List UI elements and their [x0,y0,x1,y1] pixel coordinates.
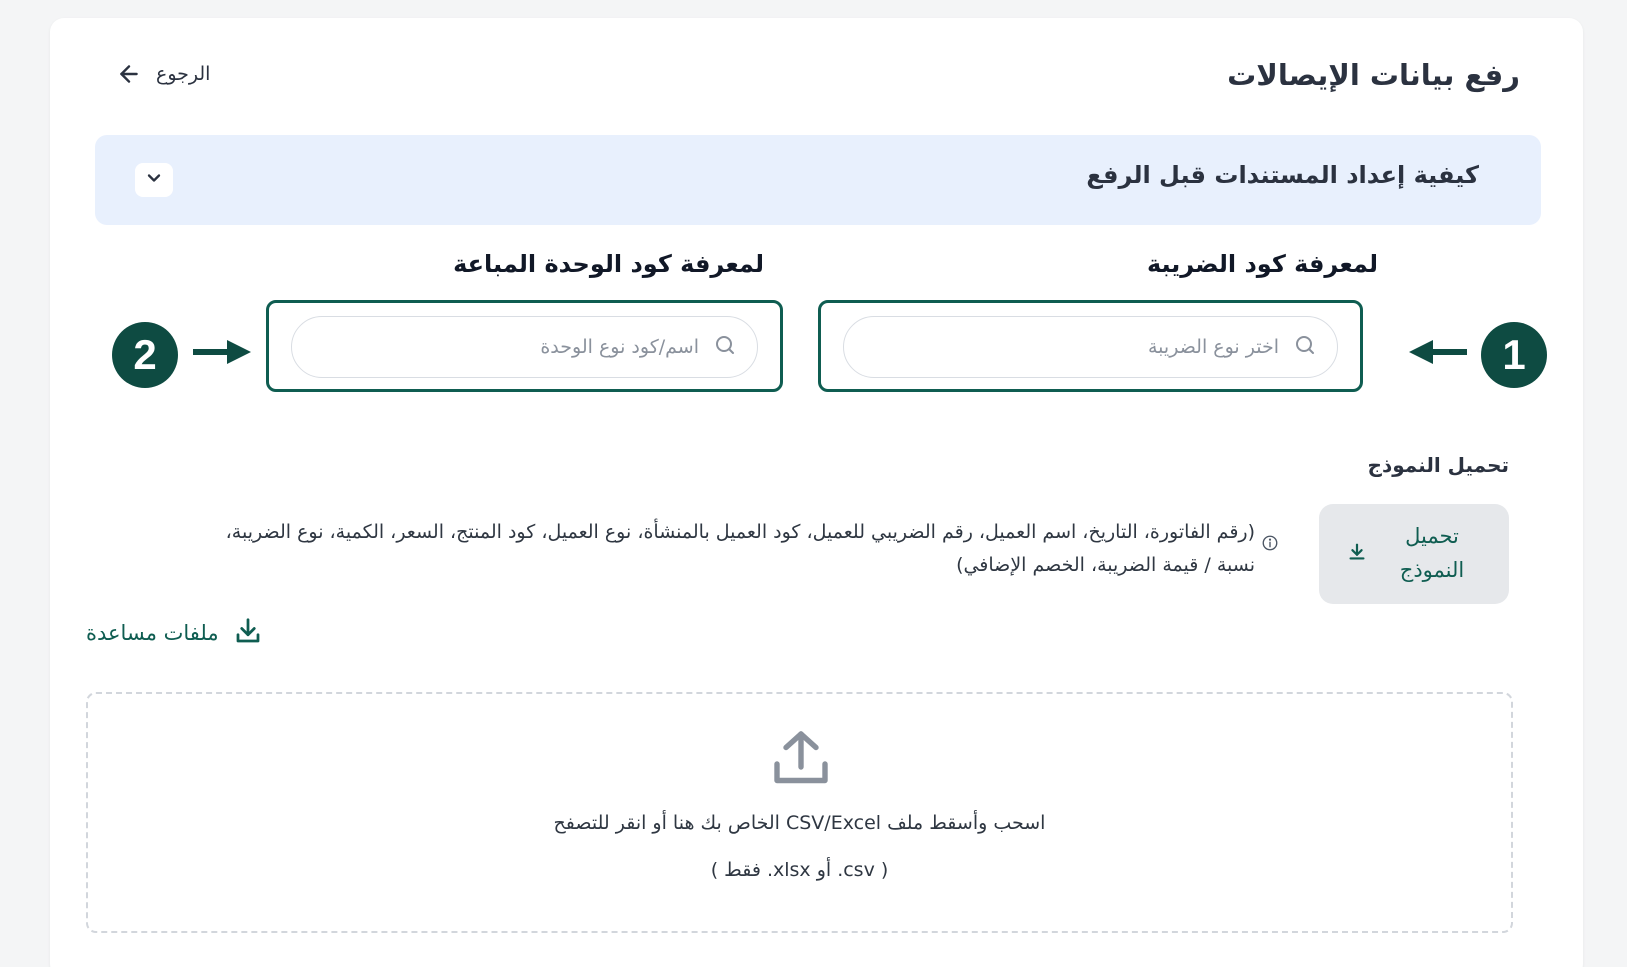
download-icon [233,616,263,651]
guide-toggle-button[interactable] [135,163,173,197]
template-columns-note: (رقم الفاتورة، التاريخ، اسم العميل، رقم الضريبي للعميل، كود العميل بالمنشأة، نوع العميل، كود المنتج، السعر، الكمية، نوع الضريبة، نسبة / قيمة الضريبة، الخصم الإضافي) [225,521,1255,577]
step-badge-1: 1 [1481,322,1547,388]
file-dropzone[interactable] [86,692,1513,933]
chevron-down-icon [144,168,164,192]
unit-code-label: لمعرفة كود الوحدة المباعة [453,250,764,278]
upload-card [50,18,1583,967]
arrow-right-icon [193,340,251,368]
help-files-label: ملفات مساعدة [86,621,219,645]
step-badge-2: 2 [112,322,178,388]
tax-type-search[interactable] [843,316,1338,378]
back-label: الرجوع [156,63,211,85]
unit-type-input[interactable] [312,336,699,358]
tax-type-input[interactable] [864,336,1279,358]
search-icon [713,333,737,361]
download-template-button[interactable] [1319,504,1509,604]
guide-title: كيفية إعداد المستندات قبل الرفع [1086,161,1479,189]
help-files-link[interactable] [86,615,263,651]
page-title: رفع بيانات الإيصالات [1227,58,1520,92]
arrow-left-icon [1409,340,1467,368]
back-link[interactable] [116,58,210,90]
upload-icon [765,722,837,798]
arrow-left-icon [116,61,142,87]
unit-type-search[interactable] [291,316,758,378]
template-section-label: تحميل النموذج [1367,453,1509,477]
guide-accordion[interactable] [95,135,1541,225]
download-icon [1346,541,1368,567]
tax-code-lookup [818,300,1363,392]
dropzone-formats: ( csv. أو xlsx. فقط ) [710,859,889,881]
dropzone-instruction: اسحب وأسقط ملف CSV/Excel الخاص بك هنا أو انقر للتصفح [553,812,1046,834]
tax-code-label: لمعرفة كود الضريبة [1146,250,1378,278]
info-icon [1261,534,1279,556]
download-template-label: تحميل النموذج [1399,524,1465,582]
search-icon [1293,333,1317,361]
unit-code-lookup [266,300,783,392]
